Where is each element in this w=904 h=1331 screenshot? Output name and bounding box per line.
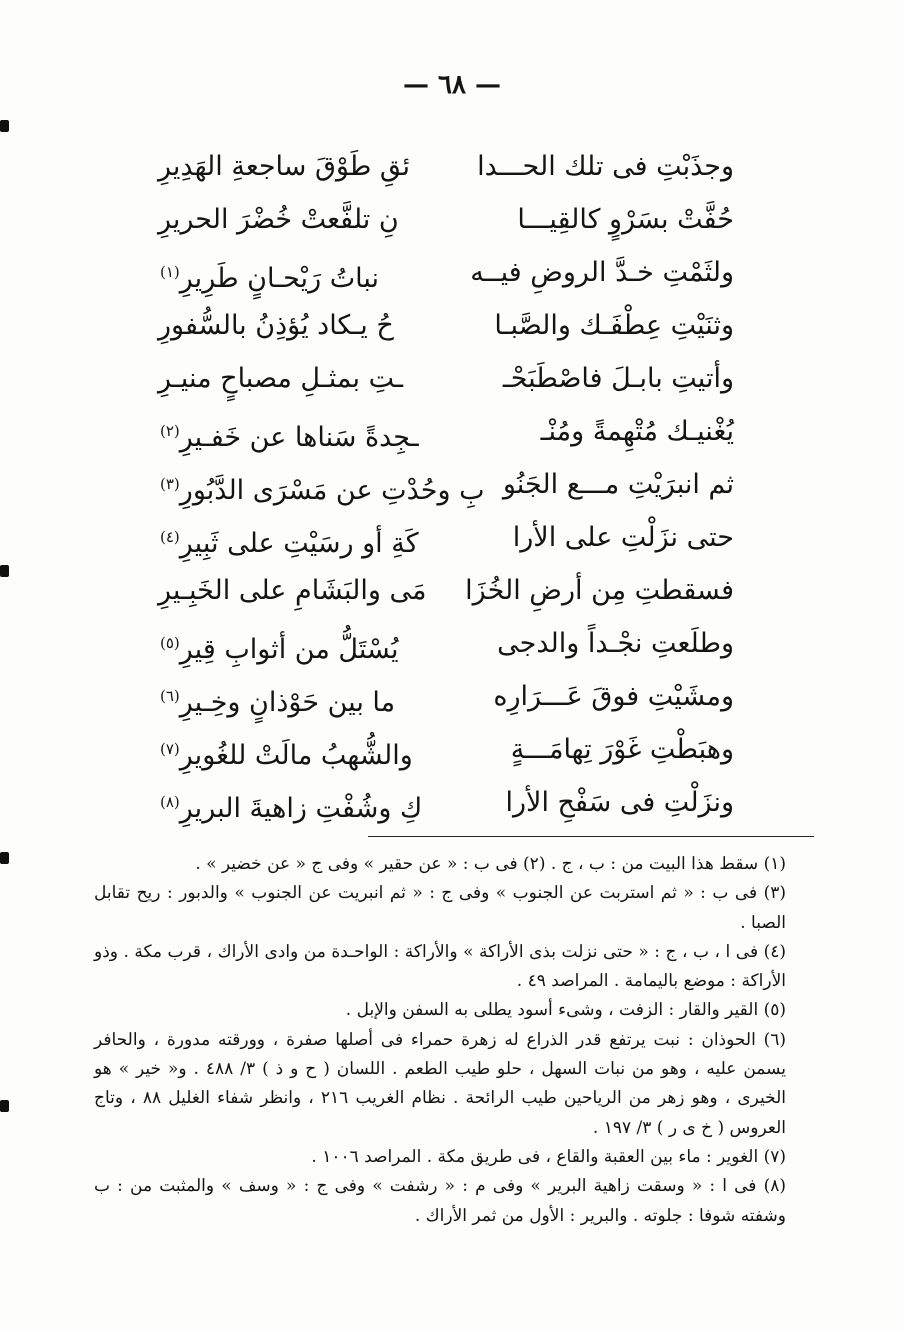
- footnotes: [94, 850, 814, 1231]
- verse-first-hemistich: ولثَمْتِ خـدَّ الروضِ فيــه: [470, 257, 734, 288]
- verse-line: [158, 299, 734, 352]
- footnote-reference: (٦): [160, 687, 180, 705]
- verse-second-hemistich-text: ما بين حَوْذانٍ وخِـيرِ: [179, 687, 396, 718]
- verse-first-hemistich: حتى نزَلْتِ على الأرا: [512, 522, 734, 553]
- verse-second-hemistich-text: يُسْتَلُّ من أثوابِ قِيرِ: [179, 634, 399, 665]
- verse-second-hemistich-text: نباتُ رَيْحـانٍ طَرِيرِ: [179, 263, 379, 294]
- verse-second-hemistich-text: ـجِدةً سَناها عن خَفـيرِ: [179, 422, 419, 453]
- verse-second-hemistich-text: كَةِ أو رسَيْتِ على ثَبِيرِ: [179, 528, 419, 559]
- verse-line: [158, 352, 734, 405]
- verse-second-hemistich-text: ـتِ بمثـلِ مصباحٍ منيـرِ: [158, 363, 404, 394]
- verse-line: [158, 776, 734, 829]
- poem: [158, 140, 734, 829]
- footnote: (٣) فى ب : « ثم استربت عن الجنوب » وفى ج : « ثم انبريت عن الجنوب » والدبور : ريح تقابل الصبا .: [94, 883, 786, 933]
- verse-first-hemistich: وأتيتِ بابـلَ فاصْطَبَحْـ: [502, 363, 734, 394]
- verse-line: [158, 458, 734, 511]
- verse-first-hemistich: وطلَعتِ نجْـداً والدجى: [497, 628, 734, 659]
- verse-line: [158, 617, 734, 670]
- verse-second-hemistich: [158, 140, 410, 193]
- verse-first-hemistich: وهبَطْتِ غَوْرَ تِهامَـــةٍ: [510, 734, 734, 765]
- margin-mark: [0, 1100, 9, 1112]
- footnote-reference: (٧): [160, 740, 180, 758]
- footnote-reference: (٢): [160, 422, 180, 440]
- verse-second-hemistich-text: نِ تلفَّعتْ خُضْرَ الحريرِ: [158, 204, 399, 235]
- footnote: (٥) القير والقار : الزفت ، وشىء أسود يطلى به السفن والإبل .: [345, 1000, 786, 1021]
- verse-line: [158, 670, 734, 723]
- margin-mark: [0, 565, 9, 577]
- verse-first-hemistich: ونزَلْتِ فى سَفْحِ الأرا: [505, 787, 734, 818]
- verse-second-hemistich: [158, 723, 413, 782]
- verse-second-hemistich-text: كِ وشُفْتِ زاهيةَ البريرِ: [179, 793, 423, 824]
- verse-first-hemistich: ومشَيْتِ فوقَ عَـــرَارِه: [493, 681, 734, 712]
- footnote-separator: [368, 836, 814, 837]
- verse-first-hemistich: فسقطتِ مِن أرضِ الخُزَا: [465, 575, 734, 606]
- verse-first-hemistich: يُغْنيـك مُتْهِمةً ومُنْـ: [540, 416, 734, 447]
- verse-second-hemistich: [158, 352, 403, 405]
- verse-line: [158, 511, 734, 564]
- footnote: (١) سقط هذا البيت من : ب ، ج . (٢) فى ب : « عن حقير » وفى ج « عن خضير » .: [195, 854, 786, 874]
- verse-line: [158, 246, 734, 299]
- verse-second-hemistich-text: بِ وحُدْتِ عن مَسْرَى الدَّبُورِ: [179, 475, 485, 506]
- verse-second-hemistich: [158, 458, 485, 517]
- verse-first-hemistich: ثم انبرَيْتِ مـــع الجَنُو: [502, 469, 734, 500]
- verse-first-hemistich: حُفَّتْ بسَرْوٍ كالقِيـــا: [517, 204, 734, 235]
- verse-second-hemistich: [158, 617, 399, 676]
- footnote: (٧) الغوير : ماء بين العقبة والقاع ، فى طريق مكة . المراصد ١٠٠٦ .: [311, 1146, 786, 1167]
- verse-second-hemistich: [158, 670, 395, 729]
- verse-second-hemistich: [158, 193, 399, 246]
- verse-line: [158, 405, 734, 458]
- footnote-reference: (٣): [160, 475, 180, 493]
- verse-second-hemistich-text: مَى والبَشَامِ على الخَبِـيرِ: [158, 575, 427, 606]
- footnote-reference: (٨): [160, 793, 180, 811]
- verse-second-hemistich-text: ئقِ طَوْقَ ساجعةِ الهَدِيرِ: [158, 151, 410, 182]
- footnote-reference: (٥): [160, 634, 180, 652]
- verse-line: [158, 564, 734, 617]
- verse-second-hemistich: [158, 564, 426, 617]
- verse-line: [158, 193, 734, 246]
- verse-second-hemistich: [158, 405, 419, 464]
- verse-second-hemistich-text: حُ يـكاد يُؤذِنُ بالسُّفورِ: [158, 310, 394, 341]
- verse-second-hemistich-text: والشُّهبُ مالَتْ للغُويرِ: [179, 740, 413, 771]
- footnote: (٨) فى ا : « وسقت زاهية البرير » وفى م : « رشفت » وفى ج : « وسف » والمثبت من : ب وشفته شوفا : جلوته . والبرير : الأول من ثمر الأراك .: [94, 1176, 786, 1226]
- verse-second-hemistich: [158, 776, 422, 835]
- margin-mark: [0, 852, 9, 864]
- verse-second-hemistich: [158, 511, 419, 570]
- verse-line: [158, 140, 734, 193]
- footnote: (٤) فى ا ، ب ، ج : « حتى نزلت بذى الأراكة » والأراكة : الواحـدة من وادى الأراك ، قرب مكة . وذو الأراكة : موضع باليمامة . المراصد ٤٩ .: [94, 941, 786, 992]
- page-number: — ٦٨ —: [402, 70, 502, 100]
- footnote: (٦) الحوذان : نبت يرتفع قدر الذراع له زهرة حمراء فى أصلها صفرة ، وورقته مدورة ، والحافر يسمن عليه ، وهو من نبات السهل ، حلو طيب الطعم . اللسان ( ح و ذ ) ٣/ ٤٨٨ . و« خير » هو الخيرى ، وهو زهر من الرياحين طيب الرائحة . نظام الغريب ٢١٦ ، وانظر شفاء الغليل ٨٨ ، وتاج العروس ( خ ى ر ) ٣/ ١٩٧ .: [94, 1029, 787, 1138]
- verse-first-hemistich: وثنَيْتِ عِطْفَـك والصَّبـا: [494, 310, 734, 341]
- footnote-reference: (١): [160, 263, 180, 281]
- verse-first-hemistich: وجذَبْتِ فى تلك الحـــدا: [477, 151, 734, 182]
- verse-line: [158, 723, 734, 776]
- verse-second-hemistich: [158, 246, 379, 305]
- verse-second-hemistich: [158, 299, 394, 352]
- footnote-reference: (٤): [160, 528, 180, 546]
- margin-mark: [0, 120, 9, 132]
